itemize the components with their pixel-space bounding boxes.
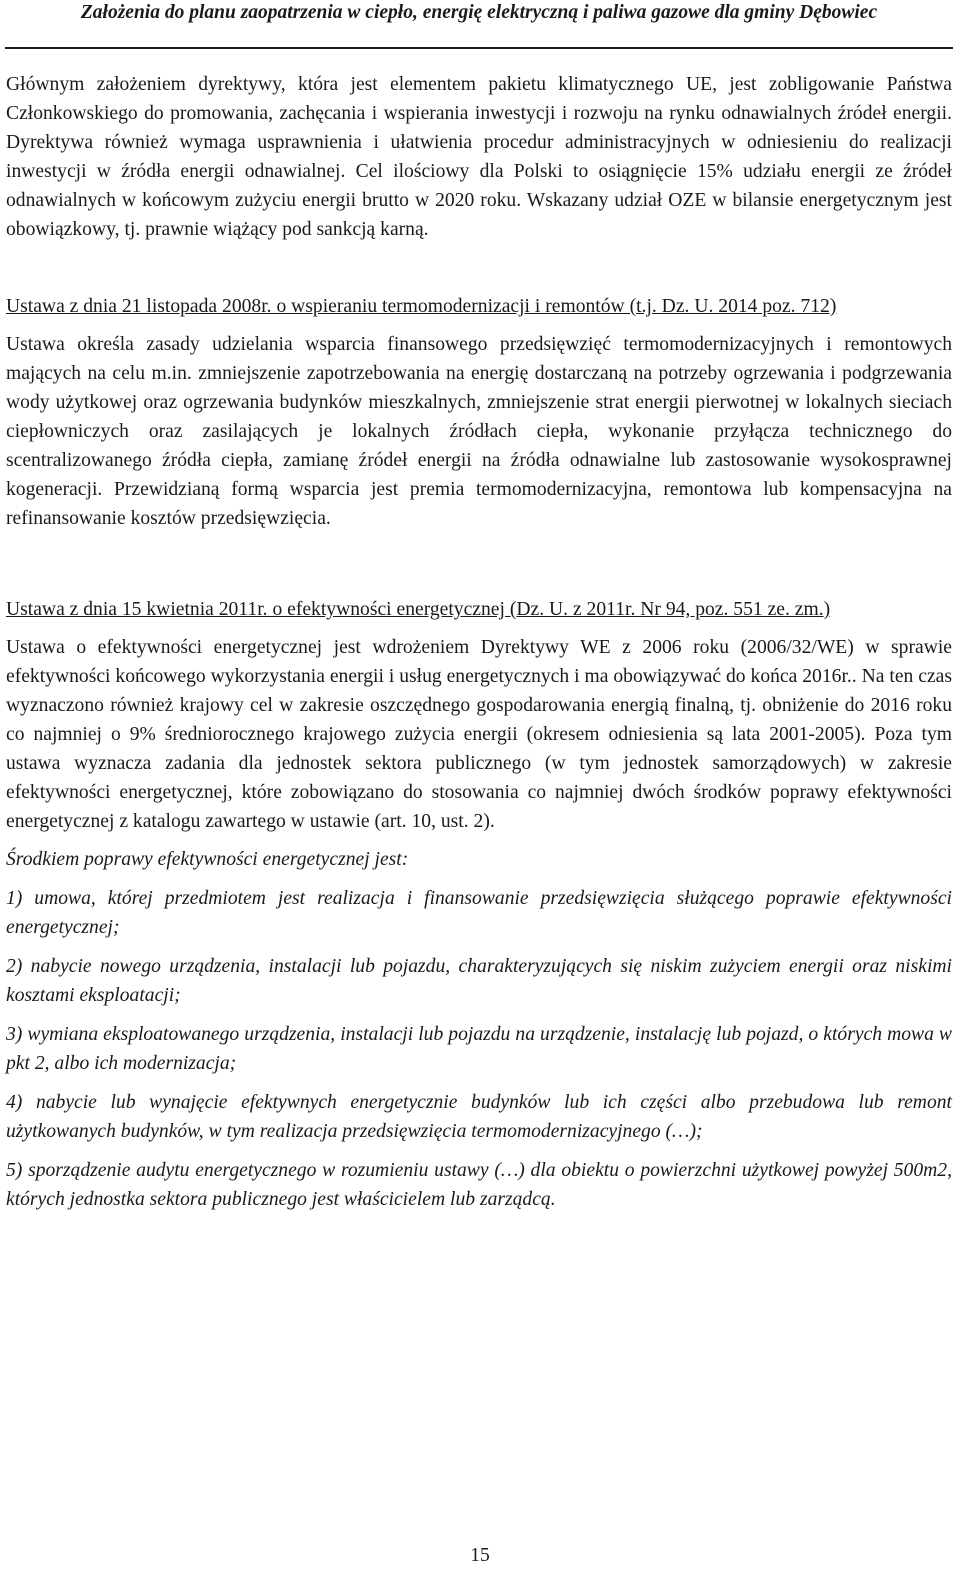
measure-item-5: 5) sporządzenie audytu energetycznego w rozumieniu ustawy (…) dla obiektu o powierzchni użytkowej powyżej 500m2, których jednostka sektora publicznego jest właścicielem lub zarządcą.: [6, 1160, 952, 1210]
measure-item-4: 4) nabycie lub wynajęcie efektywnych energetycznie budynków lub ich części albo przebudowa lub remont użytkowanych budynków, w tym realizacja przedsięwzięcia termomodernizacyjnego (…);: [6, 1092, 952, 1142]
act-title-efektywnosc: Ustawa z dnia 15 kwietnia 2011r. o efektywności energetycznej (Dz. U. z 2011r. Nr 94, poz. 551 ze. zm.): [6, 599, 831, 620]
measures-intro: Środkiem poprawy efektywności energetycznej jest:: [6, 849, 409, 870]
measure-item-2: 2) nabycie nowego urządzenia, instalacji lub pojazdu, charakteryzujących się niskim zużyciem energii oraz niskimi kosztami eksploatacji;: [6, 956, 952, 1006]
act-text-termomodernizacja: Ustawa określa zasady udzielania wsparcia finansowego przedsięwzięć termomodernizacyjnych i remontowych mających na celu m.in. zmniejszenie zapotrzebowania na energię dostarczaną na potrzeby ogrzewania i podgrzewania wody użytkowej oraz ogrzewania budynków mieszkalnych, zmniejszenie strat energii pierwotnej w lokalnych sieciach ciepłowniczych oraz zasilających je lokalnych źródłach ciepła, wykonanie przyłącza technicznego do scentralizowanego źródła ciepła, zamianę źródeł energii na źródła odnawialne lub zastosowanie wysokosprawnej kogeneracji. Przewidzianą formą wsparcia jest premia termomodernizacyjna, remontowa lub kompensacyjna na refinansowanie kosztów przedsięwzięcia.: [6, 334, 952, 529]
measure-item-1: 1) umowa, której przedmiotem jest realizacja i finansowanie przedsięwzięcia służącego poprawie efektywności energetycznej;: [6, 888, 952, 938]
page-number: 15: [470, 1545, 490, 1566]
act-title-termomodernizacja: Ustawa z dnia 21 listopada 2008r. o wspieraniu termomodernizacji i remontów (t.j. Dz. U. 2014 poz. 712): [6, 296, 837, 317]
header-divider: [5, 47, 953, 49]
measure-item-3: 3) wymiana eksploatowanego urządzenia, instalacji lub pojazdu na urządzenie, instalację lub pojazd, o których mowa w pkt 2, albo ich modernizacja;: [6, 1024, 952, 1074]
act-text-efektywnosc: Ustawa o efektywności energetycznej jest wdrożeniem Dyrektywy WE z 2006 roku (2006/32/WE) w sprawie efektywności końcowego wykorzystania energii i usług energetycznych i ma obowiązywać do końca 2016r.. Na ten czas wyznaczono również krajowy cel w zakresie oszczędnego gospodarowania energią finalną, tj. obniżenie do 2016 roku co najmniej o 9% średniorocznego krajowego zużycia energii (okresem odniesienia są lata 2001-2005). Poza tym ustawa wyznacza zadania dla jednostek sektora publicznego (w tym jednostek samorządowych) w zakresie efektywności energetycznej, które zobowiązano do stosowania co najmniej dwóch środków poprawy efektywności energetycznej z katalogu zawartego w ustawie (art. 10, ust. 2).: [6, 637, 952, 832]
running-header: Założenia do planu zaopatrzenia w ciepło, energię elektryczną i paliwa gazowe dla gminy Dębowiec: [80, 2, 878, 23]
document-body: [6, 70, 952, 1224]
paragraph-directive: Głównym założeniem dyrektywy, która jest elementem pakietu klimatycznego UE, jest zobligowanie Państwa Członkowskiego do promowania, zachęcania i wspierania inwestycji i rozwoju na rynku odnawialnych źródeł energii. Dyrektywa również wymaga usprawnienia i ułatwienia procedur administracyjnych w odniesieniu do realizacji inwestycji w źródła energii odnawialnej. Cel ilościowy dla Polski to osiągnięcie 15% udziału energii ze źródeł odnawialnych w końcowym zużyciu energii brutto w 2020 roku. Wskazany udział OZE w bilansie energetycznym jest obowiązkowy, tj. prawnie wiążący pod sankcją karną.: [6, 74, 952, 240]
